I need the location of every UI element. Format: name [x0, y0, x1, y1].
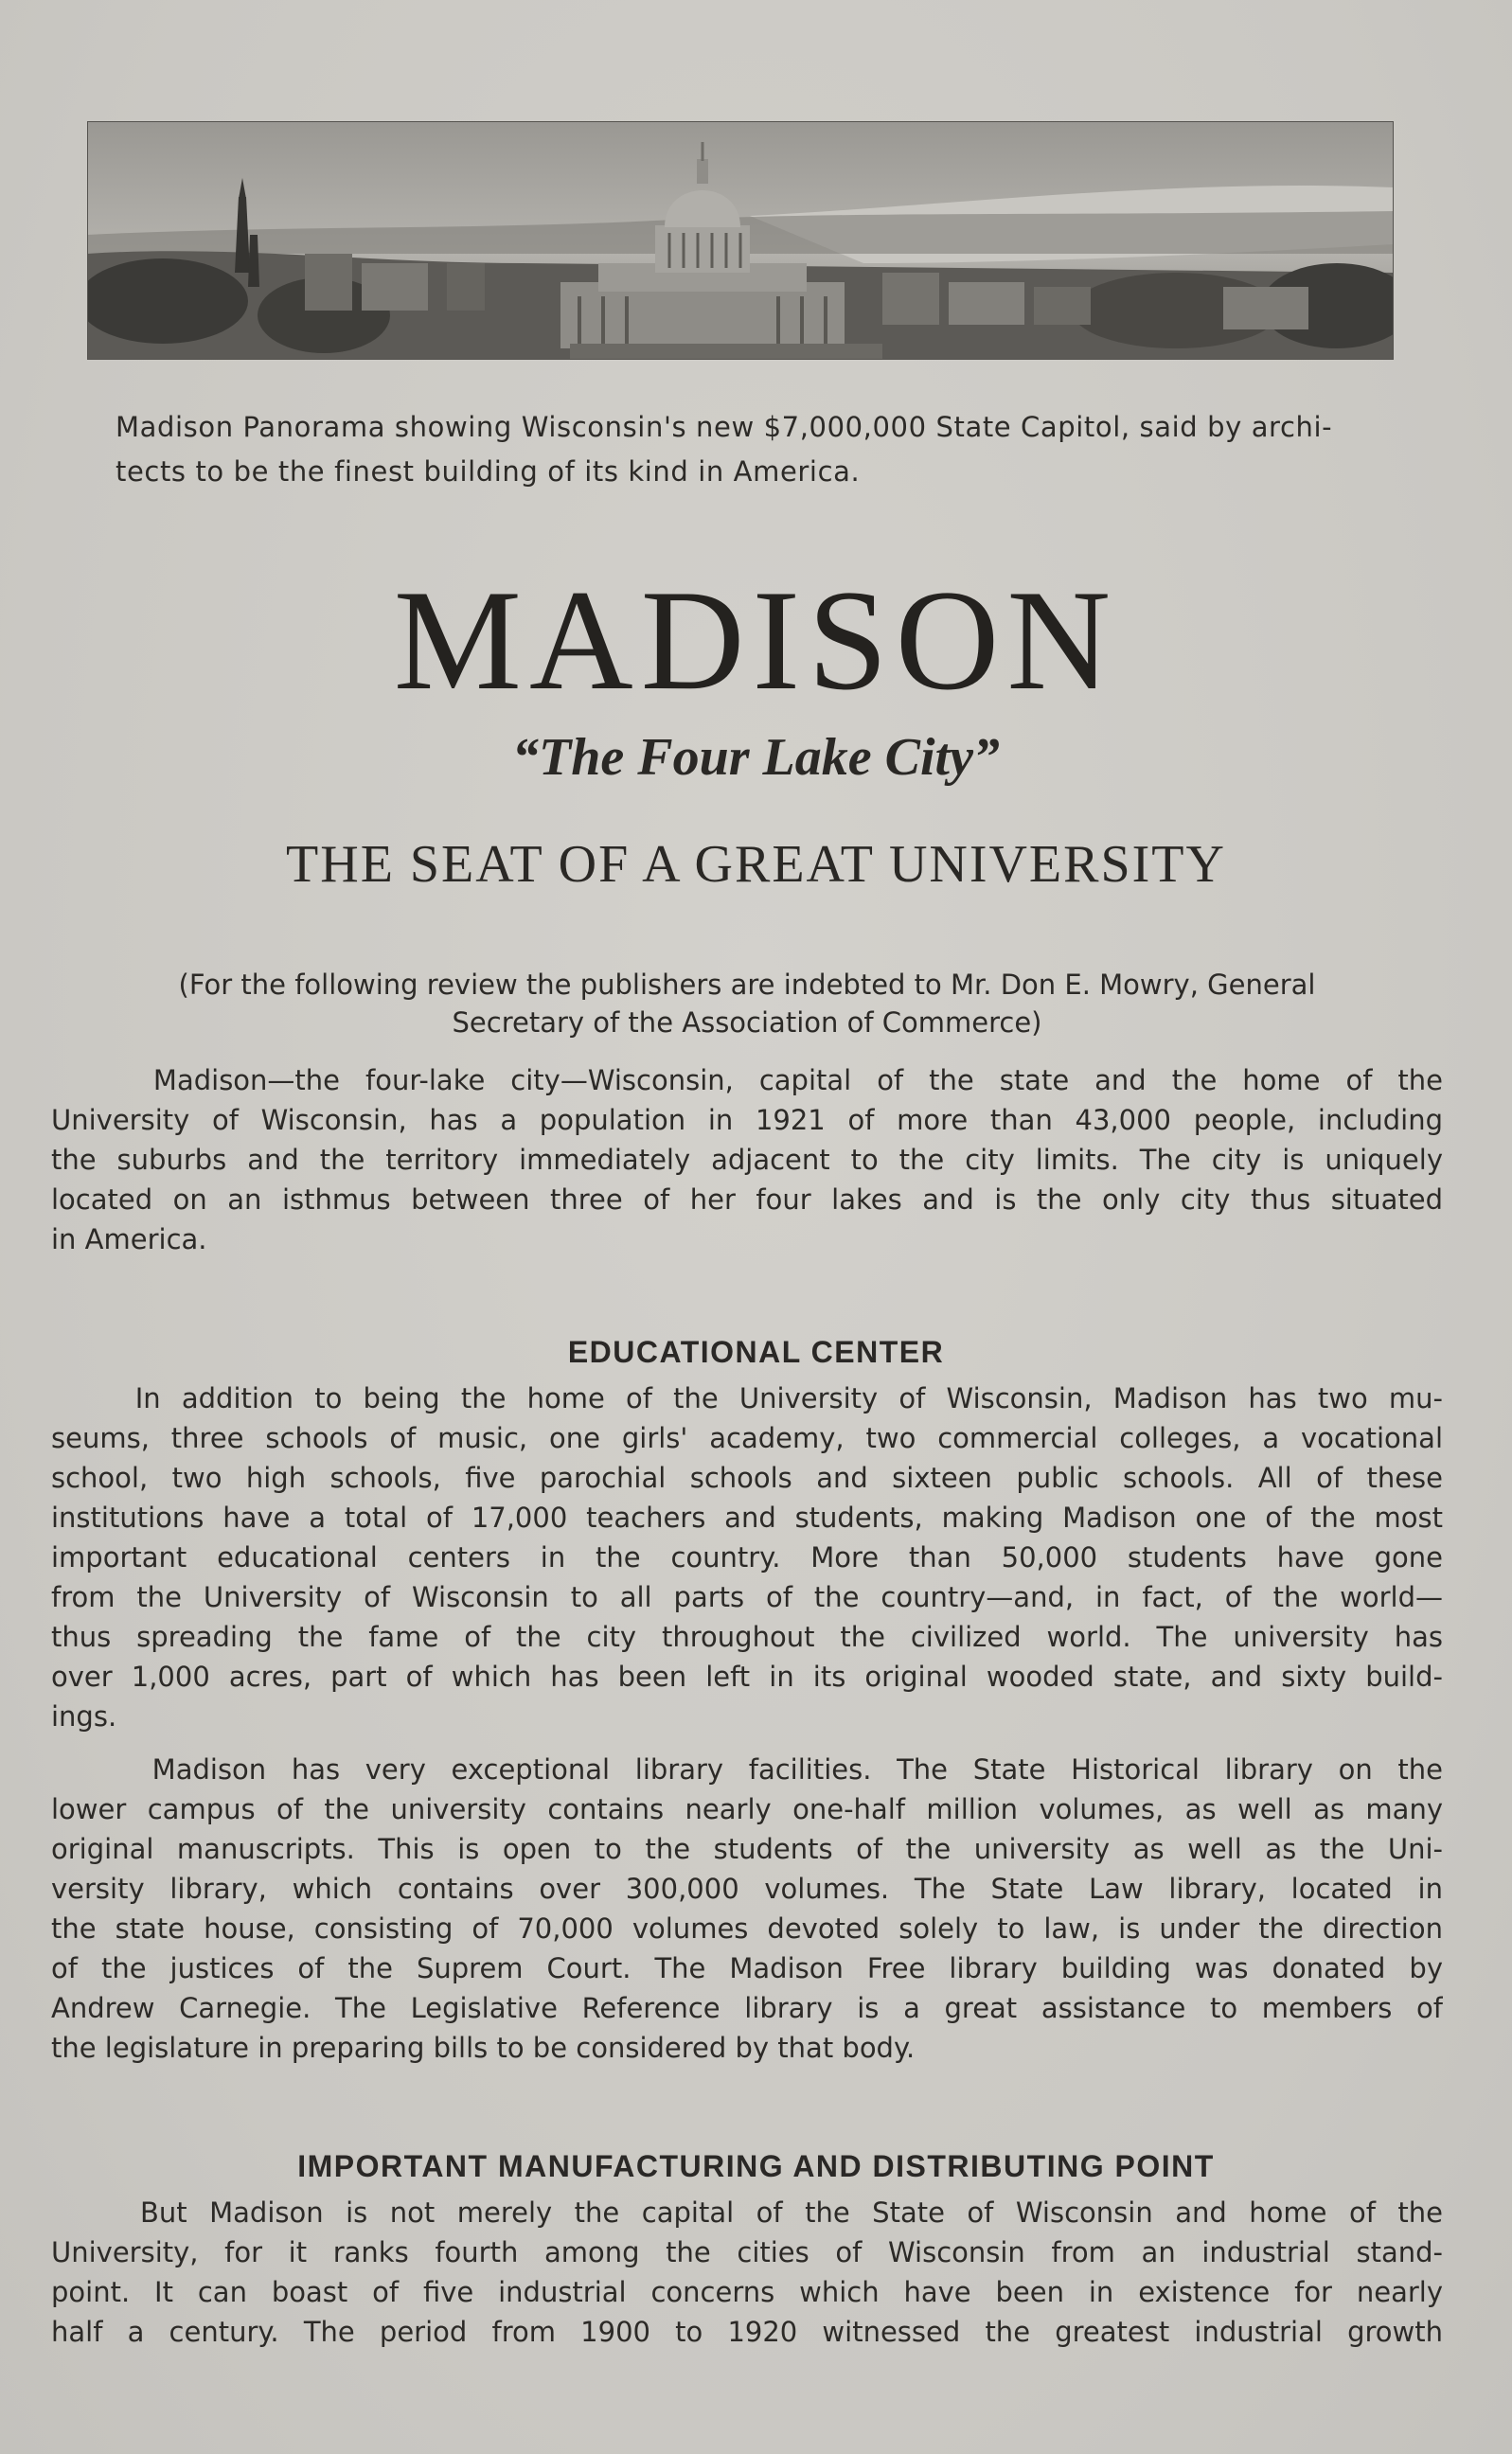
educational-paragraph-2 [51, 1750, 1443, 2068]
text-line: But Madison is not merely the capital of the State of Wisconsin and home of the [51, 2196, 1443, 2229]
panorama-caption [116, 405, 1441, 494]
page-title: MADISON [393, 560, 1119, 720]
page-tagline: THE SEAT OF A GREAT UNIVERSITY [286, 835, 1226, 894]
intro-paragraph [51, 1060, 1443, 1259]
text-line: in America. [51, 1223, 207, 1255]
acknowledgement-line-2: Secretary of the Association of Commerce) [452, 1006, 1042, 1039]
madison-panorama-image [87, 121, 1394, 360]
text-line: the legislature in preparing bills to be considered by that body. [51, 2032, 916, 2064]
text-line: University of Wisconsin, has a population in 1921 of more than 43,000 people, including [51, 1104, 1443, 1136]
text-line: original manuscripts. This is open to the students of the university as well as the Uni- [51, 1833, 1443, 1865]
text-line: thus spreading the fame of the city throughout the civilized world. The university has [51, 1621, 1443, 1653]
text-line: versity library, which contains over 300,000 volumes. The State Law library, located in [51, 1873, 1443, 1905]
text-line: from the University of Wisconsin to all parts of the country—and, in fact, of the world— [51, 1581, 1443, 1613]
acknowledgement-line-1: (For the following review the publishers are indebted to Mr. Don E. Mowry, General [178, 969, 1316, 1001]
section-heading-manufacturing: IMPORTANT MANUFACTURING AND DISTRIBUTING POINT [297, 2149, 1215, 2183]
acknowledgement [51, 966, 1443, 1041]
caption-line-2: tects to be the finest building of its kind in America. [116, 455, 861, 488]
text-line: ings. [51, 1700, 117, 1733]
text-line: In addition to being the home of the University of Wisconsin, Madison has two mu- [51, 1382, 1443, 1414]
text-line: institutions have a total of 17,000 teachers and students, making Madison one of the most [51, 1502, 1443, 1534]
page-subtitle: “The Four Lake City” [512, 728, 1000, 787]
text-line: located on an isthmus between three of her four lakes and is the only city thus situated [51, 1183, 1443, 1216]
educational-paragraph-1 [51, 1378, 1443, 1736]
text-line: point. It can boast of five industrial concerns which have been in existence for nearly [51, 2276, 1443, 2308]
text-line: the suburbs and the territory immediately adjacent to the city limits. The city is uniquely [51, 1144, 1443, 1176]
caption-line-1: Madison Panorama showing Wisconsin's new $7,000,000 State Capitol, said by archi- [116, 411, 1333, 443]
text-line: of the justices of the Suprem Court. The Madison Free library building was donated by [51, 1952, 1443, 1984]
text-line: seums, three schools of music, one girls' academy, two commercial colleges, a vocational [51, 1422, 1443, 1454]
manufacturing-paragraph-1 [51, 2193, 1443, 2352]
text-line: Madison has very exceptional library facilities. The State Historical library on the [51, 1753, 1443, 1786]
section-heading-educational: EDUCATIONAL CENTER [567, 1335, 945, 1369]
text-line: over 1,000 acres, part of which has been left in its original wooded state, and sixty build- [51, 1661, 1443, 1693]
text-line: lower campus of the university contains nearly one-half million volumes, as well as many [51, 1793, 1443, 1825]
text-line: the state house, consisting of 70,000 volumes devoted solely to law, is under the direction [51, 1912, 1443, 1945]
text-line: University, for it ranks fourth among the cities of Wisconsin from an industrial stand- [51, 2236, 1443, 2268]
text-line: Andrew Carnegie. The Legislative Reference library is a great assistance to members of [51, 1992, 1443, 2024]
text-line: important educational centers in the country. More than 50,000 students have gone [51, 1541, 1443, 1574]
text-line: Madison—the four-lake city—Wisconsin, capital of the state and the home of the [51, 1064, 1443, 1096]
text-line: school, two high schools, five parochial schools and sixteen public schools. All of these [51, 1462, 1443, 1494]
text-line: half a century. The period from 1900 to 1920 witnessed the greatest industrial growth [51, 2316, 1443, 2348]
